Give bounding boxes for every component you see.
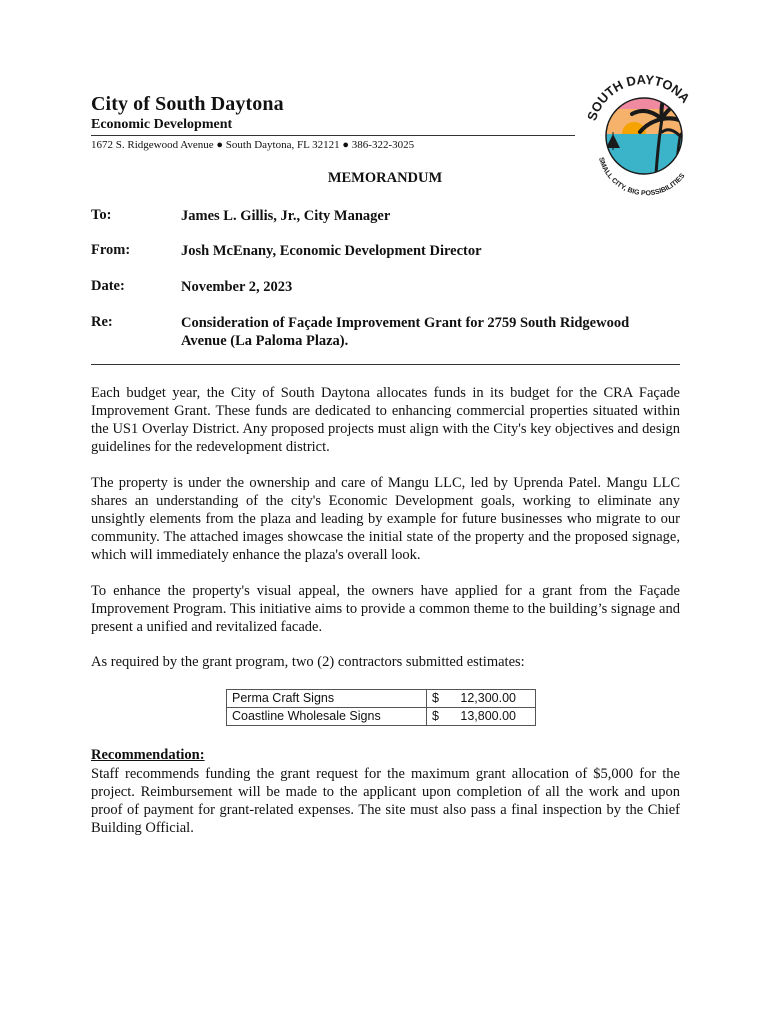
memo-divider <box>91 364 680 365</box>
recommendation-text: Staff recommends funding the grant request for the maximum grant allocation of $5,000 for the project. Reimbursement will be made to the applicant upon completion of all the work and upon proof of payment for grant-related expenses. The site must also pass a final inspection by the Chief Building Official. <box>91 766 680 836</box>
to-value: James L. Gillis, Jr., City Manager <box>181 208 391 224</box>
department-name: Economic Development <box>91 117 233 132</box>
memo-title: MEMORANDUM <box>327 170 443 186</box>
contractor-name: Perma Craft Signs <box>227 690 427 708</box>
paragraph-appeal: To enhance the property's visual appeal, the owners have applied for a grant from the Façade Improvement Program. This initiative aims to provide a common theme to the building’s signage and present a unified and revitalized facade. <box>91 583 680 635</box>
re-value: Consideration of Façade Improvement Grant for 2759 South Ridgewood Avenue (La Paloma Plaza). <box>181 315 630 349</box>
re-label: Re: <box>91 314 113 330</box>
estimate-amount: 13,800.00 <box>460 709 516 723</box>
date-label: Date: <box>91 278 125 294</box>
estimates-table <box>226 689 536 726</box>
currency-symbol: $ <box>432 709 439 723</box>
estimate-amount-cell <box>427 690 536 708</box>
city-title: City of South Daytona <box>91 93 284 115</box>
recommendation-heading: Recommendation: <box>91 747 205 763</box>
contractor-name: Coastline Wholesale Signs <box>227 708 427 726</box>
estimate-amount: 12,300.00 <box>460 691 516 705</box>
to-label: To: <box>91 207 112 223</box>
from-value: Josh McEnany, Economic Development Director <box>181 243 482 259</box>
palm-sunset-seal-icon <box>596 94 696 174</box>
header-divider <box>91 135 575 136</box>
logo-bottom-text: SMALL CITY, BIG POSSIBILITIES <box>597 156 687 198</box>
table-row <box>227 708 536 726</box>
date-value: November 2, 2023 <box>181 279 293 295</box>
address-line: 1672 S. Ridgewood Avenue ● South Daytona, FL 32121 ● 386-322-3025 <box>91 139 415 151</box>
table-row <box>227 690 536 708</box>
currency-symbol: $ <box>432 691 439 705</box>
estimate-amount-cell <box>427 708 536 726</box>
from-label: From: <box>91 242 131 258</box>
logo-top-text: SOUTH DAYTONA <box>584 71 693 123</box>
paragraph-property: The property is under the ownership and care of Mangu LLC, led by Uprenda Patel. Mangu LLC shares an understanding of the city's Economic Development goals, working to eliminate any unsightly elements from the plaza and leading by example for future businesses who migrate to our community. The attached images showcase the initial state of the property and the proposed signage, which will immediately enhance the plaza's overall look. <box>91 475 680 563</box>
paragraph-budget: Each budget year, the City of South Daytona allocates funds in its budget for the CRA Façade Improvement Grant. These funds are dedicated to enhancing commercial properties situated within the US1 Overlay District. Any proposed projects must align with the City's key objectives and design guidelines for the redevelopment district. <box>91 385 680 455</box>
paragraph-estimates-intro: As required by the grant program, two (2) contractors submitted estimates: <box>91 654 525 670</box>
